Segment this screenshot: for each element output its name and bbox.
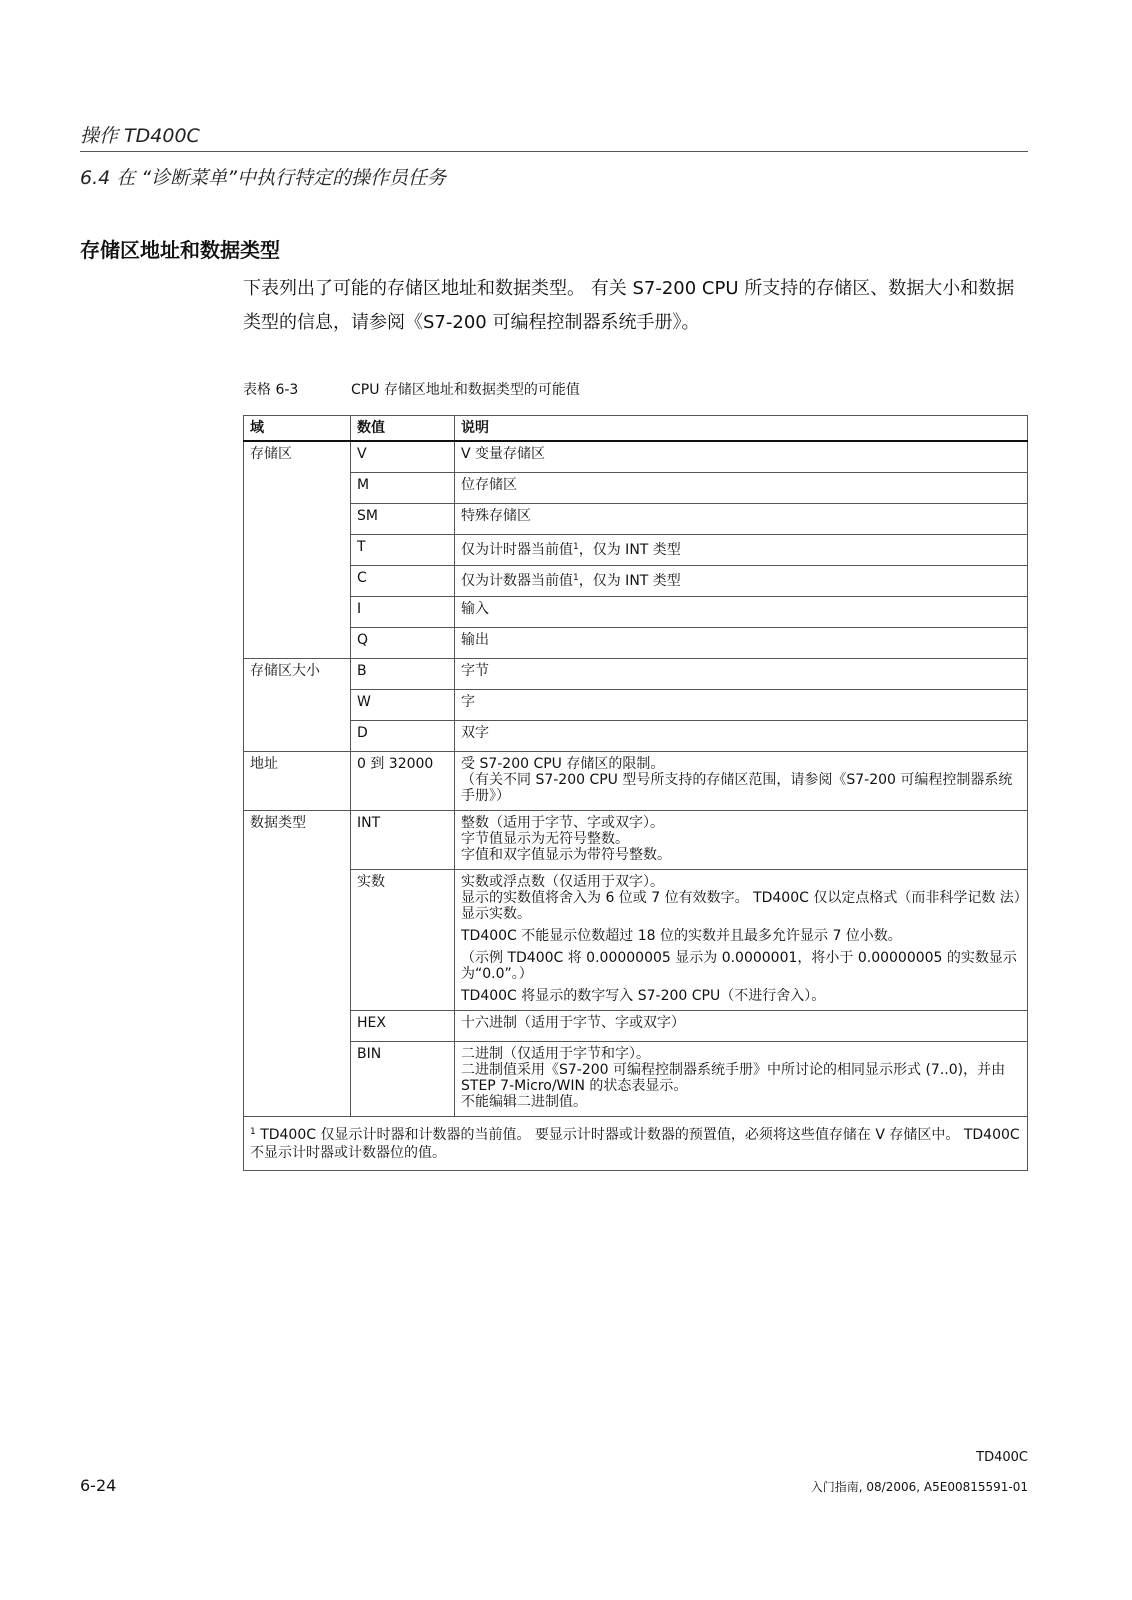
memory-address-table: [243, 415, 1028, 1171]
description-line: 字值和双字值显示为带符号整数。: [461, 847, 671, 863]
field-cell: [244, 1042, 351, 1117]
description-line: 二进制（仅适用于字节和字）。: [461, 1046, 650, 1062]
description-text: 仅为计时器当前值: [461, 542, 573, 558]
footer-doc-info: 入门指南, 08/2006, A5E00815591-01: [810, 1480, 1028, 1494]
field-cell: [244, 504, 351, 535]
description-cell: [455, 721, 1028, 752]
table-row: [244, 1011, 1028, 1042]
description-line: TD400C 将显示的数字写入 S7-200 CPU（不进行舍入）。: [461, 988, 826, 1004]
header-value: 数值: [351, 416, 455, 442]
value-cell: T: [351, 535, 455, 566]
value-cell: W: [351, 690, 455, 721]
value-cell: 0 到 32000: [351, 752, 455, 811]
table-row: [244, 1042, 1028, 1117]
description-text: ，仅为 INT 类型: [578, 573, 681, 589]
value-cell: M: [351, 473, 455, 504]
footer-product: TD400C: [976, 1450, 1028, 1465]
running-header-section: 6.4 在 “诊断菜单”中执行特定的操作员任务: [80, 167, 446, 189]
value-cell: C: [351, 566, 455, 597]
table-row: [244, 597, 1028, 628]
description-cell: [455, 870, 1028, 1011]
page-number: 6-24: [80, 1476, 117, 1495]
value-cell: SM: [351, 504, 455, 535]
description-line: 特殊存储区: [461, 508, 531, 524]
table-row: [244, 566, 1028, 597]
field-cell: 地址: [244, 752, 351, 811]
table-row: [244, 721, 1028, 752]
description-line: TD400C 不能显示位数超过 18 位的实数并且最多允许显示 7 位小数。: [461, 928, 902, 944]
description-line: 十六进制（适用于字节、字或双字）: [461, 1015, 685, 1031]
header-description: 说明: [455, 416, 1028, 442]
description-text: 仅为计数器当前值: [461, 573, 573, 589]
field-cell: [244, 566, 351, 597]
description-cell: [455, 628, 1028, 659]
description-cell: [455, 752, 1028, 811]
description-line: 整数（适用于字节、字或双字）。: [461, 815, 664, 831]
table-row: [244, 628, 1028, 659]
table-row: [244, 441, 1028, 473]
description-line: （有关不同 S7-200 CPU 型号所支持的存储区范围，请参阅《S7-200 可编程控制器系统手册》）: [461, 772, 1013, 804]
description-cell: [455, 811, 1028, 870]
description-line: 字节: [461, 663, 489, 679]
field-cell: 存储区大小: [244, 659, 351, 690]
description-line: 字节值显示为无符号整数。: [461, 831, 629, 847]
description-line: 实数或浮点数（仅适用于双字）。: [461, 874, 664, 890]
value-cell: B: [351, 659, 455, 690]
footnote-ref: 1: [573, 573, 579, 583]
description-line: 输出: [461, 632, 489, 648]
description-text: ，仅为 INT 类型: [578, 542, 681, 558]
table-caption: [243, 379, 580, 399]
description-cell: [455, 473, 1028, 504]
description-line: 字: [461, 694, 475, 710]
table-caption-title: CPU 存储区地址和数据类型的可能值: [351, 382, 580, 398]
description-cell: [455, 659, 1028, 690]
description-line: 位存储区: [461, 477, 517, 493]
table-row: [244, 473, 1028, 504]
description-cell: [455, 690, 1028, 721]
table-row: [244, 504, 1028, 535]
field-cell: 数据类型: [244, 811, 351, 870]
table-row: [244, 811, 1028, 870]
description-line: 显示的实数值将舍入为 6 位或 7 位有效数字。 TD400C 仅以定点格式（而非科学记数 法）显示实数。: [461, 890, 1021, 922]
description-cell: [455, 535, 1028, 566]
value-cell: V: [351, 441, 455, 473]
footnote-text: TD400C 仅显示计时器和计数器的当前值。 要显示计时器或计数器的预置值，必须将这些值存储在 V 存储区中。 TD400C 不显示计时器或计数器位的值。: [250, 1127, 1020, 1161]
table-footnote-row: [244, 1117, 1028, 1171]
field-cell: [244, 473, 351, 504]
value-cell: I: [351, 597, 455, 628]
field-cell: [244, 690, 351, 721]
table-row: [244, 752, 1028, 811]
description-line: 双字: [461, 725, 489, 741]
field-cell: [244, 597, 351, 628]
table-row: [244, 659, 1028, 690]
description-line: 不能编辑二进制值。: [461, 1094, 587, 1110]
header-rule: [80, 151, 1028, 152]
description-cell: [455, 1042, 1028, 1117]
field-cell: [244, 721, 351, 752]
header-field: 域: [244, 416, 351, 442]
description-cell: [455, 566, 1028, 597]
description-line: 受 S7-200 CPU 存储区的限制。: [461, 756, 665, 772]
footnote-ref: 1: [573, 542, 579, 552]
running-header-chapter: 操作 TD400C: [80, 125, 200, 147]
description-cell: [455, 597, 1028, 628]
table-row: [244, 870, 1028, 1011]
value-cell: INT: [351, 811, 455, 870]
footnote-mark: 1: [250, 1127, 256, 1137]
field-cell: [244, 870, 351, 1011]
value-cell: HEX: [351, 1011, 455, 1042]
section-heading: 存储区地址和数据类型: [80, 238, 280, 262]
field-cell: [244, 535, 351, 566]
table-row: [244, 690, 1028, 721]
description-cell: [455, 504, 1028, 535]
description-line: V 变量存储区: [461, 446, 546, 462]
table-footnote: [244, 1117, 1028, 1171]
value-cell: BIN: [351, 1042, 455, 1117]
description-line: 输入: [461, 601, 489, 617]
value-cell: D: [351, 721, 455, 752]
field-cell: [244, 1011, 351, 1042]
intro-paragraph: 下表列出了可能的存储区地址和数据类型。 有关 S7-200 CPU 所支持的存储区、数据大小和数据类型的信息，请参阅《S7-200 可编程控制器系统手册》。: [243, 278, 1015, 333]
value-cell: 实数: [351, 870, 455, 1011]
description-cell: [455, 1011, 1028, 1042]
table-row: [244, 535, 1028, 566]
description-cell: [455, 441, 1028, 473]
description-line: （示例 TD400C 将 0.00000005 显示为 0.0000001，将小于 0.00000005 的实数显示为“0.0”。）: [461, 950, 1017, 982]
table-caption-number: 表格 6-3: [243, 382, 299, 398]
field-cell: [244, 628, 351, 659]
table-header-row: [244, 416, 1028, 442]
description-line: 二进制值采用《S7-200 可编程控制器系统手册》中所讨论的相同显示形式 (7..0)，并由 STEP 7-Micro/WIN 的状态表显示。: [461, 1062, 1006, 1094]
field-cell: 存储区: [244, 441, 351, 473]
value-cell: Q: [351, 628, 455, 659]
